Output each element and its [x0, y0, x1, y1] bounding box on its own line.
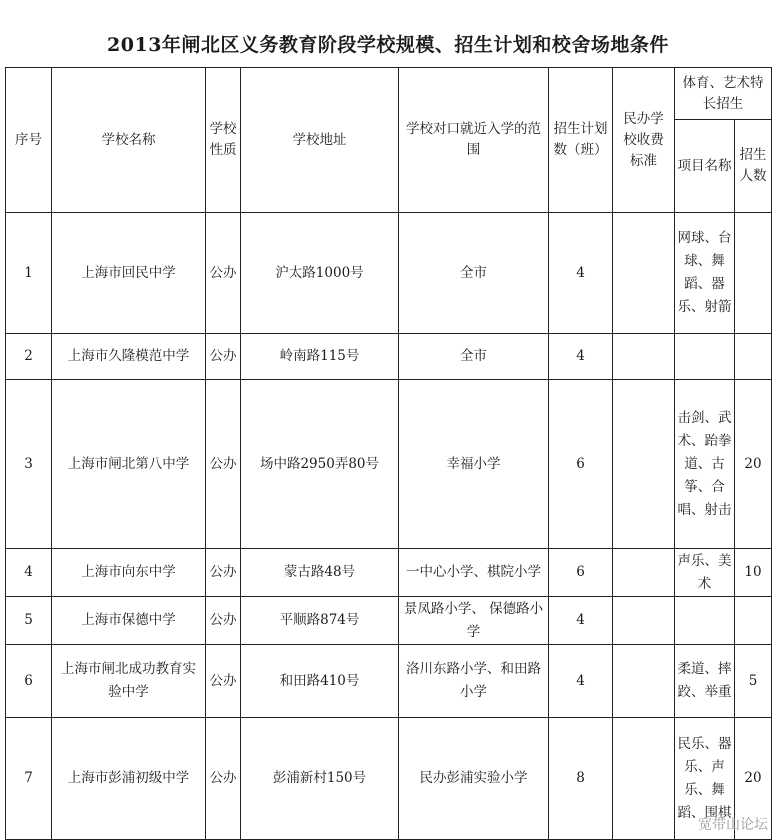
cell-plan: 4: [549, 213, 613, 334]
cell-address: 彭浦新村150号: [241, 718, 399, 840]
cell-fee: [613, 597, 675, 645]
cell-nature: 公办: [206, 213, 241, 334]
cell-fee: [613, 334, 675, 380]
header-address: 学校地址: [241, 68, 399, 213]
table-row: [6, 334, 772, 380]
page-title: 2013年闸北区义务教育阶段学校规模、招生计划和校舍场地条件: [107, 34, 669, 56]
cell-name: 上海市保德中学: [52, 597, 206, 645]
cell-fee: [613, 549, 675, 597]
cell-nature: 公办: [206, 718, 241, 840]
cell-seq: 5: [6, 597, 52, 645]
table-row: [6, 380, 772, 549]
cell-scope: 幸福小学: [399, 380, 549, 549]
cell-item: 柔道、摔跤、举重: [675, 645, 735, 718]
header-count: 招生人数: [735, 120, 772, 213]
cell-plan: 8: [549, 718, 613, 840]
cell-nature: 公办: [206, 334, 241, 380]
header-scope: 学校对口就近入学的范围: [399, 68, 549, 213]
cell-fee: [613, 380, 675, 549]
cell-address: 平顺路874号: [241, 597, 399, 645]
cell-seq: 7: [6, 718, 52, 840]
cell-name: 上海市久隆模范中学: [52, 334, 206, 380]
header-name: 学校名称: [52, 68, 206, 213]
header-special: 体育、艺术特长招生: [675, 68, 772, 120]
cell-name: 上海市闸北第八中学: [52, 380, 206, 549]
cell-item: 声乐、美术: [675, 549, 735, 597]
cell-name: 上海市向东中学: [52, 549, 206, 597]
cell-fee: [613, 718, 675, 840]
cell-scope: 景凤路小学、 保德路小学: [399, 597, 549, 645]
cell-address: 和田路410号: [241, 645, 399, 718]
cell-seq: 3: [6, 380, 52, 549]
cell-item: [675, 597, 735, 645]
header-nature: 学校性质: [206, 68, 241, 213]
cell-name: 上海市彭浦初级中学: [52, 718, 206, 840]
cell-nature: 公办: [206, 645, 241, 718]
cell-address: 岭南路115号: [241, 334, 399, 380]
cell-name: 上海市闸北成功教育实验中学: [52, 645, 206, 718]
table-row: [6, 597, 772, 645]
cell-seq: 2: [6, 334, 52, 380]
table-row: [6, 718, 772, 840]
cell-count: 5: [735, 645, 772, 718]
cell-plan: 4: [549, 645, 613, 718]
cell-count: [735, 334, 772, 380]
watermark: 宽带山论坛: [698, 817, 768, 833]
table-row: [6, 645, 772, 718]
header-item: 项目名称: [675, 120, 735, 213]
cell-seq: 4: [6, 549, 52, 597]
cell-plan: 4: [549, 334, 613, 380]
cell-nature: 公办: [206, 380, 241, 549]
cell-nature: 公办: [206, 597, 241, 645]
cell-plan: 6: [549, 549, 613, 597]
cell-item: 网球、台球、舞蹈、器乐、射箭: [675, 213, 735, 334]
cell-count: 20: [735, 380, 772, 549]
header-plan: 招生计划数（班）: [549, 68, 613, 213]
cell-address: 蒙古路48号: [241, 549, 399, 597]
table-row: [6, 213, 772, 334]
cell-nature: 公办: [206, 549, 241, 597]
cell-count: [735, 213, 772, 334]
cell-scope: 全市: [399, 213, 549, 334]
cell-scope: 洛川东路小学、和田路小学: [399, 645, 549, 718]
cell-seq: 6: [6, 645, 52, 718]
cell-count: [735, 597, 772, 645]
cell-seq: 1: [6, 213, 52, 334]
cell-address: 场中路2950弄80号: [241, 380, 399, 549]
cell-name: 上海市回民中学: [52, 213, 206, 334]
cell-count: 10: [735, 549, 772, 597]
cell-fee: [613, 645, 675, 718]
cell-address: 沪太路1000号: [241, 213, 399, 334]
cell-item: 击剑、武术、跆拳道、古筝、合唱、射击: [675, 380, 735, 549]
cell-scope: 民办彭浦实验小学: [399, 718, 549, 840]
cell-plan: 6: [549, 380, 613, 549]
table-row: [6, 549, 772, 597]
cell-scope: 全市: [399, 334, 549, 380]
cell-fee: [613, 213, 675, 334]
header-fee: 民办学校收费标准: [613, 68, 675, 213]
cell-count: 20: [735, 718, 772, 840]
school-table: [5, 67, 772, 840]
cell-item: [675, 334, 735, 380]
cell-plan: 4: [549, 597, 613, 645]
cell-item: 民乐、器乐、声乐、舞蹈、围棋: [675, 718, 735, 840]
header-seq: 序号: [6, 68, 52, 213]
cell-scope: 一中心小学、棋院小学: [399, 549, 549, 597]
